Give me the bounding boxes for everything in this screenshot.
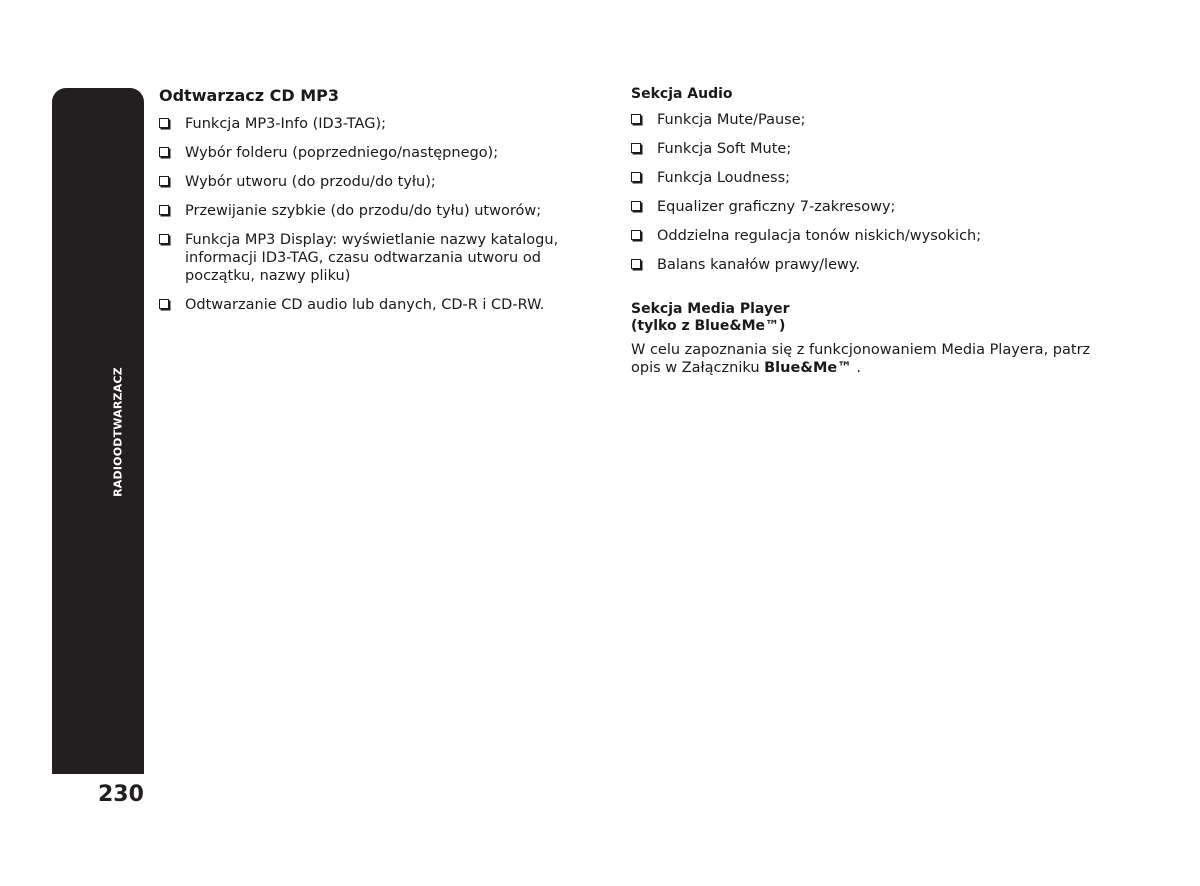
list-item: Equalizer graficzny 7-zakresowy; bbox=[631, 198, 1091, 216]
right-column bbox=[631, 86, 1091, 377]
checkbox-bullet-icon bbox=[159, 147, 169, 157]
checkbox-bullet-icon bbox=[159, 205, 169, 215]
list-item: Balans kanałów prawy/lewy. bbox=[631, 256, 1091, 274]
cd-mp3-feature-list bbox=[159, 115, 599, 314]
chapter-label: RADIOODTWARZACZ bbox=[111, 367, 125, 497]
list-item: Wybór folderu (poprzedniego/następnego); bbox=[159, 144, 599, 162]
section-title-audio: Sekcja Audio bbox=[631, 86, 733, 102]
page-number: 230 bbox=[98, 782, 144, 807]
section-title-cd-mp3: Odtwarzacz CD MP3 bbox=[159, 86, 340, 105]
section-title-media-player: Sekcja Media Player (tylko z Blue&Me™) bbox=[631, 301, 790, 334]
list-item: Funkcja MP3-Info (ID3-TAG); bbox=[159, 115, 599, 133]
side-tab bbox=[52, 88, 144, 774]
checkbox-bullet-icon bbox=[159, 176, 169, 186]
checkbox-bullet-icon bbox=[631, 172, 641, 182]
list-item: Funkcja Soft Mute; bbox=[631, 140, 1091, 158]
list-item: Przewijanie szybkie (do przodu/do tyłu) utworów; bbox=[159, 202, 599, 220]
list-item: Funkcja MP3 Display: wyświetlanie nazwy katalogu, informacji ID3-TAG, czasu odtwarzania utworu od początku, nazwy pliku) bbox=[159, 231, 599, 285]
checkbox-bullet-icon bbox=[159, 234, 169, 244]
checkbox-bullet-icon bbox=[631, 230, 641, 240]
list-item: Wybór utworu (do przodu/do tyłu); bbox=[159, 173, 599, 191]
checkbox-bullet-icon bbox=[631, 143, 641, 153]
media-player-paragraph: W celu zapoznania się z funkcjonowaniem Media Playera, patrz opis w Załączniku Blue&Me™ . bbox=[631, 342, 1091, 376]
list-item: Funkcja Mute/Pause; bbox=[631, 111, 1091, 129]
audio-feature-list bbox=[631, 111, 1091, 274]
left-column bbox=[159, 86, 599, 325]
checkbox-bullet-icon bbox=[159, 299, 169, 309]
checkbox-bullet-icon bbox=[159, 118, 169, 128]
list-item: Odtwarzanie CD audio lub danych, CD-R i CD-RW. bbox=[159, 296, 599, 314]
blue-me-reference: Blue&Me™ bbox=[764, 360, 852, 376]
checkbox-bullet-icon bbox=[631, 259, 641, 269]
list-item: Oddzielna regulacja tonów niskich/wysokich; bbox=[631, 227, 1091, 245]
list-item: Funkcja Loudness; bbox=[631, 169, 1091, 187]
checkbox-bullet-icon bbox=[631, 114, 641, 124]
checkbox-bullet-icon bbox=[631, 201, 641, 211]
